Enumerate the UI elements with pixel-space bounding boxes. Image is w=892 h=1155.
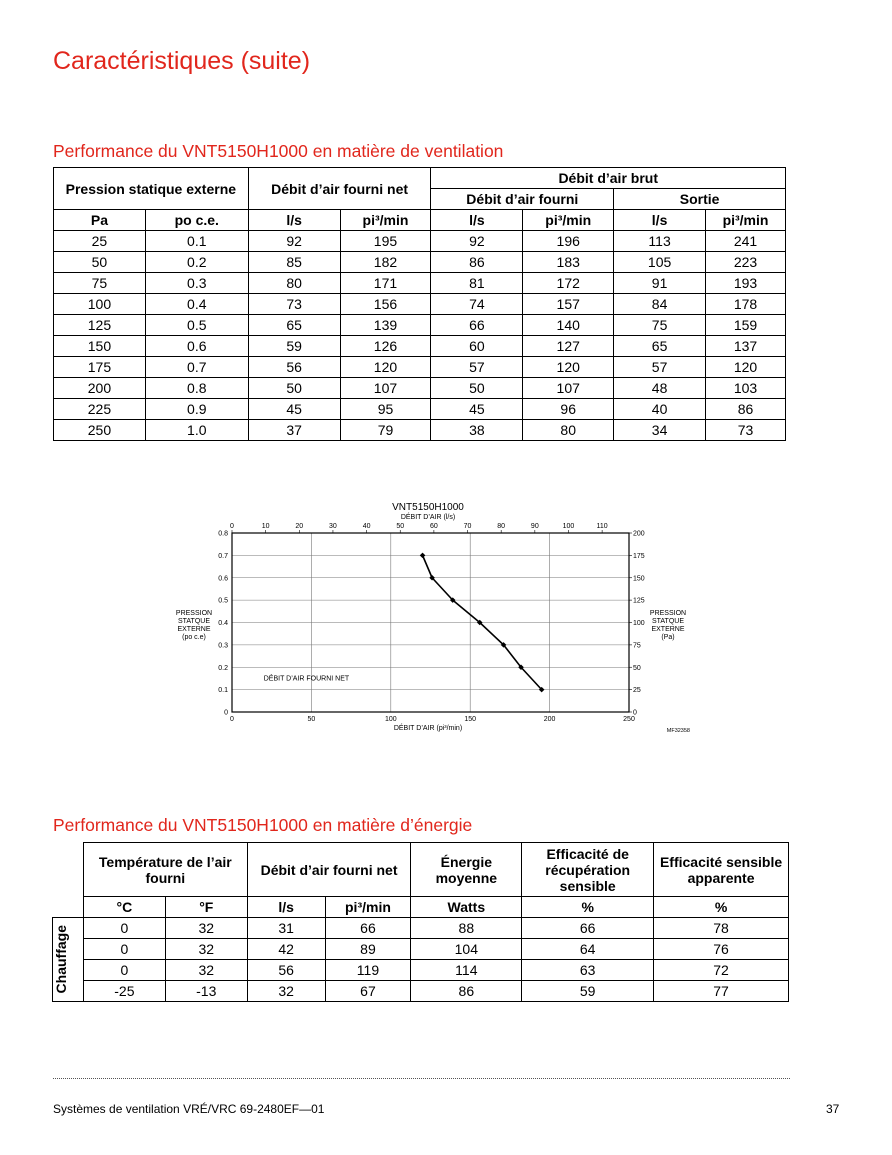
table-cell: 73 xyxy=(706,420,786,441)
right-tick-label: 25 xyxy=(633,687,641,695)
table-cell: 0.4 xyxy=(145,294,248,315)
unit-header: °F xyxy=(165,897,247,918)
table-cell: 171 xyxy=(340,273,431,294)
right-tick-label: 50 xyxy=(633,664,641,672)
table-cell: 96 xyxy=(523,399,614,420)
table-cell: 105 xyxy=(614,252,706,273)
table-cell: 84 xyxy=(614,294,706,315)
unit-header: l/s xyxy=(247,897,325,918)
unit-header: % xyxy=(654,897,789,918)
table-cell: 178 xyxy=(706,294,786,315)
x-axis-label: DÉBIT D’AIR (pi³/min) xyxy=(393,725,463,732)
table-row xyxy=(54,315,786,336)
table-cell: 86 xyxy=(411,981,522,1002)
table-row xyxy=(54,336,786,357)
header-sensible-recovery: Efficacité de récupération sensible xyxy=(522,843,654,897)
x-tick-label: 150 xyxy=(464,716,477,723)
header-supply-temperature: Température de l’air fourni xyxy=(83,843,247,897)
right-tick-label: 100 xyxy=(633,620,645,627)
unit-header: pi³/min xyxy=(706,210,786,231)
table-cell: 74 xyxy=(431,294,523,315)
y-axis-label-right: EXTERNE xyxy=(651,626,685,633)
y-tick-label: 0.7 xyxy=(218,552,228,560)
table-cell: 86 xyxy=(431,252,523,273)
table-cell: -25 xyxy=(83,981,165,1002)
chart-title: VNT5150H1000 xyxy=(392,502,464,513)
table-cell: 32 xyxy=(165,960,247,981)
unit-header: pi³/min xyxy=(523,210,614,231)
ventilation-section-title: Performance du VNT5150H1000 en matière de ventilation xyxy=(53,141,504,161)
table-cell: 175 xyxy=(54,357,146,378)
table-cell: 120 xyxy=(706,357,786,378)
row-group-text: Chauffage xyxy=(53,925,69,994)
table-cell: 77 xyxy=(654,981,789,1002)
table-cell: 250 xyxy=(54,420,146,441)
header-gross-airflow: Débit d’air brut xyxy=(431,168,786,189)
data-point xyxy=(420,553,426,559)
table-cell: 0.8 xyxy=(145,378,248,399)
table-cell: 127 xyxy=(523,336,614,357)
table-cell: 172 xyxy=(523,273,614,294)
table-row xyxy=(54,273,786,294)
table-row xyxy=(53,981,789,1002)
right-tick-label: 150 xyxy=(633,575,645,583)
table-cell: 37 xyxy=(248,420,340,441)
table-cell: 107 xyxy=(340,378,431,399)
header-net-supply: Débit d’air fourni net xyxy=(248,168,431,210)
table-cell: 150 xyxy=(54,336,146,357)
table-cell: 0.6 xyxy=(145,336,248,357)
table-cell: 63 xyxy=(522,960,654,981)
x-tick-label: 250 xyxy=(623,716,635,723)
table-cell: 0.7 xyxy=(145,357,248,378)
unit-header: l/s xyxy=(431,210,523,231)
table-cell: 193 xyxy=(706,273,786,294)
top-tick-label: 110 xyxy=(596,523,608,530)
y-tick-label: 0.5 xyxy=(218,597,228,605)
table-cell: 66 xyxy=(325,918,411,939)
table-cell: 91 xyxy=(614,273,706,294)
y-axis-label-right: PRESSION xyxy=(649,610,687,617)
x-tick-label: 200 xyxy=(543,716,556,723)
top-axis-label: DÉBIT D’AIR (l/s) xyxy=(400,514,456,521)
table-cell: 0 xyxy=(83,918,165,939)
energy-section-title: Performance du VNT5150H1000 en matière d’énergie xyxy=(53,815,473,835)
table-cell: 59 xyxy=(522,981,654,1002)
top-tick-label: 10 xyxy=(261,523,270,530)
table-cell: 81 xyxy=(431,273,523,294)
right-tick-label: 0 xyxy=(633,709,637,717)
table-cell: 120 xyxy=(523,357,614,378)
header-average-energy: Énergie moyenne xyxy=(411,843,522,897)
table-cell: 0 xyxy=(83,960,165,981)
table-cell: 78 xyxy=(654,918,789,939)
table-cell: 75 xyxy=(614,315,706,336)
table-cell: -13 xyxy=(165,981,247,1002)
x-tick-label: 50 xyxy=(307,716,316,723)
table-row xyxy=(54,399,786,420)
y-axis-label-right: STATQUE xyxy=(651,618,685,625)
table-cell: 56 xyxy=(247,960,325,981)
table-cell: 183 xyxy=(523,252,614,273)
table-cell: 0.2 xyxy=(145,252,248,273)
table-cell: 223 xyxy=(706,252,786,273)
unit-header: l/s xyxy=(248,210,340,231)
performance-chart-svg xyxy=(170,498,700,738)
y-tick-label: 0 xyxy=(224,709,228,717)
series-label: DÉBIT D’AIR FOURNI NET xyxy=(263,675,350,683)
figure-code: MF32358 xyxy=(666,728,690,734)
right-tick-label: 75 xyxy=(633,642,641,650)
table-row xyxy=(54,252,786,273)
table-cell: 32 xyxy=(165,918,247,939)
y-axis-label-left: PRESSION xyxy=(175,610,213,617)
header-gross-supply: Débit d’air fourni xyxy=(431,189,614,210)
unit-header: % xyxy=(522,897,654,918)
table-cell: 57 xyxy=(614,357,706,378)
top-tick-label: 90 xyxy=(530,523,539,530)
performance-chart xyxy=(170,498,700,738)
table-cell: 225 xyxy=(54,399,146,420)
page-number: 37 xyxy=(826,1102,840,1116)
table-row xyxy=(54,378,786,399)
table-cell: 195 xyxy=(340,231,431,252)
unit-header: Pa xyxy=(54,210,146,231)
table-cell: 66 xyxy=(522,918,654,939)
y-tick-label: 0.8 xyxy=(218,530,228,538)
top-tick-label: 50 xyxy=(396,523,405,530)
table-cell: 119 xyxy=(325,960,411,981)
table-cell: 139 xyxy=(340,315,431,336)
table-cell: 92 xyxy=(248,231,340,252)
table-cell: 126 xyxy=(340,336,431,357)
table-cell: 86 xyxy=(706,399,786,420)
unit-header: pi³/min xyxy=(325,897,411,918)
table-cell: 50 xyxy=(248,378,340,399)
y-tick-label: 0.4 xyxy=(218,620,228,627)
table-cell: 0.3 xyxy=(145,273,248,294)
table-cell: 50 xyxy=(54,252,146,273)
ventilation-table xyxy=(53,167,786,441)
table-cell: 0.9 xyxy=(145,399,248,420)
y-tick-label: 0.1 xyxy=(218,687,228,695)
top-tick-label: 100 xyxy=(562,523,575,530)
table-cell: 95 xyxy=(340,399,431,420)
table-cell: 92 xyxy=(431,231,523,252)
table-row xyxy=(53,939,789,960)
header-apparent-sensible: Efficacité sensible apparente xyxy=(654,843,789,897)
table-cell: 45 xyxy=(248,399,340,420)
table-cell: 57 xyxy=(431,357,523,378)
y-axis-label-left: EXTERNE xyxy=(177,626,211,633)
table-cell: 45 xyxy=(431,399,523,420)
table-cell: 88 xyxy=(411,918,522,939)
y-tick-label: 0.2 xyxy=(218,664,228,672)
table-cell: 80 xyxy=(523,420,614,441)
row-group-label xyxy=(53,918,84,1002)
right-tick-label: 175 xyxy=(633,552,645,560)
x-tick-label: 100 xyxy=(384,716,397,723)
top-tick-label: 80 xyxy=(497,523,506,530)
table-cell: 31 xyxy=(247,918,325,939)
page-title: Caractéristiques (suite) xyxy=(53,47,311,75)
top-tick-label: 40 xyxy=(362,523,371,530)
footer-divider xyxy=(53,1078,790,1079)
header-static-pressure: Pression statique externe xyxy=(54,168,249,210)
table-cell: 80 xyxy=(248,273,340,294)
table-cell: 89 xyxy=(325,939,411,960)
table-cell: 75 xyxy=(54,273,146,294)
unit-header: Watts xyxy=(411,897,522,918)
table-cell: 42 xyxy=(247,939,325,960)
table-cell: 0.5 xyxy=(145,315,248,336)
table-row xyxy=(54,357,786,378)
table-row xyxy=(54,294,786,315)
top-tick-label: 0 xyxy=(230,523,234,530)
table-cell: 104 xyxy=(411,939,522,960)
table-cell: 50 xyxy=(431,378,523,399)
footer-document-info: Systèmes de ventilation VRÉ/VRC 69-2480EF—01 xyxy=(53,1102,325,1116)
table-row xyxy=(53,918,789,939)
table-cell: 79 xyxy=(340,420,431,441)
table-row xyxy=(54,231,786,252)
top-tick-label: 60 xyxy=(429,523,438,530)
table-cell: 85 xyxy=(248,252,340,273)
unit-header: l/s xyxy=(614,210,706,231)
unit-header: po c.e. xyxy=(145,210,248,231)
unit-header: °C xyxy=(83,897,165,918)
top-tick-label: 20 xyxy=(295,523,304,530)
unit-header: pi³/min xyxy=(340,210,431,231)
y-axis-label-left: STATQUE xyxy=(177,618,211,625)
table-cell: 159 xyxy=(706,315,786,336)
table-row xyxy=(54,420,786,441)
table-cell: 65 xyxy=(248,315,340,336)
right-tick-label: 125 xyxy=(633,597,645,605)
table-cell: 0 xyxy=(83,939,165,960)
table-cell: 196 xyxy=(523,231,614,252)
table-cell: 38 xyxy=(431,420,523,441)
y-tick-label: 0.3 xyxy=(218,642,228,650)
table-cell: 120 xyxy=(340,357,431,378)
table-cell: 103 xyxy=(706,378,786,399)
table-cell: 157 xyxy=(523,294,614,315)
table-cell: 59 xyxy=(248,336,340,357)
table-cell: 113 xyxy=(614,231,706,252)
header-energy-net-supply: Débit d’air fourni net xyxy=(247,843,411,897)
table-cell: 0.1 xyxy=(145,231,248,252)
table-cell: 200 xyxy=(54,378,146,399)
table-cell: 65 xyxy=(614,336,706,357)
table-cell: 137 xyxy=(706,336,786,357)
table-cell: 67 xyxy=(325,981,411,1002)
table-cell: 32 xyxy=(165,939,247,960)
table-cell: 64 xyxy=(522,939,654,960)
y-tick-label: 0.6 xyxy=(218,575,228,583)
table-cell: 241 xyxy=(706,231,786,252)
table-cell: 72 xyxy=(654,960,789,981)
table-cell: 25 xyxy=(54,231,146,252)
y-axis-label-left: (po c.e) xyxy=(182,634,206,641)
table-cell: 114 xyxy=(411,960,522,981)
table-cell: 60 xyxy=(431,336,523,357)
table-cell: 66 xyxy=(431,315,523,336)
table-cell: 48 xyxy=(614,378,706,399)
table-cell: 156 xyxy=(340,294,431,315)
table-cell: 56 xyxy=(248,357,340,378)
table-cell: 73 xyxy=(248,294,340,315)
table-cell: 32 xyxy=(247,981,325,1002)
top-tick-label: 30 xyxy=(329,523,337,530)
table-cell: 40 xyxy=(614,399,706,420)
energy-table xyxy=(52,842,789,1002)
table-cell: 76 xyxy=(654,939,789,960)
table-cell: 182 xyxy=(340,252,431,273)
table-row xyxy=(53,960,789,981)
table-cell: 125 xyxy=(54,315,146,336)
table-cell: 100 xyxy=(54,294,146,315)
table-cell: 34 xyxy=(614,420,706,441)
header-exhaust: Sortie xyxy=(614,189,786,210)
table-cell: 107 xyxy=(523,378,614,399)
table-cell: 1.0 xyxy=(145,420,248,441)
table-cell: 140 xyxy=(523,315,614,336)
x-tick-label: 0 xyxy=(230,716,234,723)
y-axis-label-right: (Pa) xyxy=(661,634,675,641)
right-tick-label: 200 xyxy=(633,530,645,538)
top-tick-label: 70 xyxy=(463,523,472,530)
